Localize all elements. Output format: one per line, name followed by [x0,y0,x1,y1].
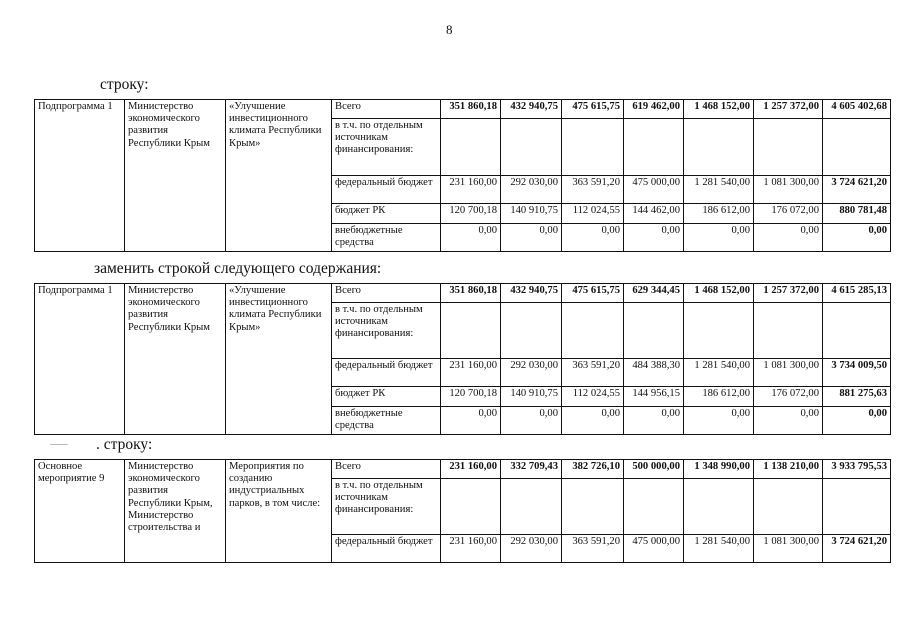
value-cell: 351 860,18 [441,100,501,119]
source-label: внебюджетные средства [332,407,441,435]
table-row [35,284,891,303]
value-cell [441,479,501,535]
value-cell [501,479,562,535]
value-cell: 1 281 540,00 [684,535,754,563]
program-cell: Подпрограмма 1 [35,284,125,435]
source-label: Всего [332,460,441,479]
source-label: в т.ч. по отдельным источникам финансирования: [332,303,441,359]
value-cell: 0,00 [754,224,823,252]
value-cell: 231 160,00 [441,460,501,479]
value-cell [562,303,624,359]
total-cell: 3 724 621,20 [823,535,891,563]
responsible-cell: Министерство экономического развития Республики Крым [125,284,226,435]
value-cell: 332 709,43 [501,460,562,479]
total-cell [823,303,891,359]
value-cell: 176 072,00 [754,204,823,224]
value-cell: 0,00 [562,407,624,435]
value-cell: 0,00 [501,224,562,252]
source-label: в т.ч. по отдельным источникам финансирования: [332,119,441,176]
total-cell: 880 781,48 [823,204,891,224]
value-cell: 1 081 300,00 [754,176,823,204]
value-cell: 144 956,15 [624,387,684,407]
program-cell: Основное мероприятие 9 [35,460,125,563]
scan-mark [50,444,68,445]
value-cell: 629 344,45 [624,284,684,303]
value-cell [624,479,684,535]
value-cell: 176 072,00 [754,387,823,407]
value-cell [501,303,562,359]
value-cell: 112 024,55 [562,387,624,407]
total-cell: 3 734 009,50 [823,359,891,387]
total-cell: 881 275,63 [823,387,891,407]
value-cell [684,479,754,535]
value-cell: 112 024,55 [562,204,624,224]
value-cell [684,119,754,176]
value-cell: 0,00 [441,407,501,435]
value-cell: 1 138 210,00 [754,460,823,479]
title-cell: «Улучшение инвестиционного климата Республики Крым» [226,100,332,252]
value-cell: 382 726,10 [562,460,624,479]
table-row [35,460,891,479]
total-cell: 4 605 402,68 [823,100,891,119]
value-cell: 0,00 [684,224,754,252]
value-cell [754,479,823,535]
value-cell: 484 388,30 [624,359,684,387]
value-cell [624,119,684,176]
value-cell: 1 081 300,00 [754,535,823,563]
value-cell: 475 000,00 [624,535,684,563]
source-label: бюджет РК [332,204,441,224]
source-label: Всего [332,284,441,303]
value-cell [441,303,501,359]
value-cell: 475 615,75 [562,284,624,303]
value-cell: 292 030,00 [501,359,562,387]
value-cell: 1 468 152,00 [684,284,754,303]
value-cell: 231 160,00 [441,535,501,563]
source-label: Всего [332,100,441,119]
total-cell: 3 724 621,20 [823,176,891,204]
value-cell [754,119,823,176]
program-cell: Подпрограмма 1 [35,100,125,252]
value-cell: 140 910,75 [501,204,562,224]
total-cell: 3 933 795,53 [823,460,891,479]
title-cell: «Улучшение инвестиционного климата Республики Крым» [226,284,332,435]
value-cell: 186 612,00 [684,204,754,224]
value-cell: 619 462,00 [624,100,684,119]
title-cell: Мероприятия по созданию индустриальных парков, в том числе: [226,460,332,563]
value-cell: 0,00 [684,407,754,435]
value-cell: 351 860,18 [441,284,501,303]
total-cell [823,119,891,176]
table-section-2 [34,283,887,435]
value-cell: 1 281 540,00 [684,359,754,387]
caption-first: строку: [100,76,149,93]
value-cell: 1 468 152,00 [684,100,754,119]
table-section-3 [34,459,887,563]
value-cell: 144 462,00 [624,204,684,224]
value-cell [562,119,624,176]
total-cell: 4 615 285,13 [823,284,891,303]
source-label: федеральный бюджет [332,535,441,563]
source-label: в т.ч. по отдельным источникам финансирования: [332,479,441,535]
total-cell: 0,00 [823,224,891,252]
value-cell: 231 160,00 [441,176,501,204]
responsible-cell: Министерство экономического развития Республики Крым, Министерство строительства и [125,460,226,563]
value-cell: 500 000,00 [624,460,684,479]
source-label: бюджет РК [332,387,441,407]
responsible-cell: Министерство экономического развития Республики Крым [125,100,226,252]
value-cell: 1 257 372,00 [754,284,823,303]
source-label: федеральный бюджет [332,359,441,387]
value-cell: 231 160,00 [441,359,501,387]
value-cell: 1 348 990,00 [684,460,754,479]
value-cell: 363 591,20 [562,535,624,563]
page-number: 8 [446,22,453,37]
value-cell [624,303,684,359]
value-cell: 0,00 [562,224,624,252]
value-cell: 432 940,75 [501,100,562,119]
value-cell: 0,00 [624,407,684,435]
value-cell: 0,00 [624,224,684,252]
value-cell: 432 940,75 [501,284,562,303]
value-cell [501,119,562,176]
source-label: внебюджетные средства [332,224,441,252]
source-label: федеральный бюджет [332,176,441,204]
value-cell: 475 615,75 [562,100,624,119]
value-cell: 475 000,00 [624,176,684,204]
value-cell: 1 281 540,00 [684,176,754,204]
value-cell [441,119,501,176]
value-cell: 363 591,20 [562,359,624,387]
value-cell: 0,00 [501,407,562,435]
value-cell: 292 030,00 [501,535,562,563]
value-cell: 120 700,18 [441,387,501,407]
value-cell: 186 612,00 [684,387,754,407]
value-cell: 140 910,75 [501,387,562,407]
table-section-1 [34,99,887,252]
total-cell: 0,00 [823,407,891,435]
caption-third: . строку: [96,436,153,453]
caption-second: заменить строкой следующего содержания: [94,260,382,277]
value-cell: 1 257 372,00 [754,100,823,119]
table-row [35,100,891,119]
value-cell: 120 700,18 [441,204,501,224]
value-cell [684,303,754,359]
value-cell [562,479,624,535]
value-cell [754,303,823,359]
value-cell: 292 030,00 [501,176,562,204]
value-cell: 0,00 [441,224,501,252]
total-cell [823,479,891,535]
value-cell: 0,00 [754,407,823,435]
value-cell: 1 081 300,00 [754,359,823,387]
value-cell: 363 591,20 [562,176,624,204]
